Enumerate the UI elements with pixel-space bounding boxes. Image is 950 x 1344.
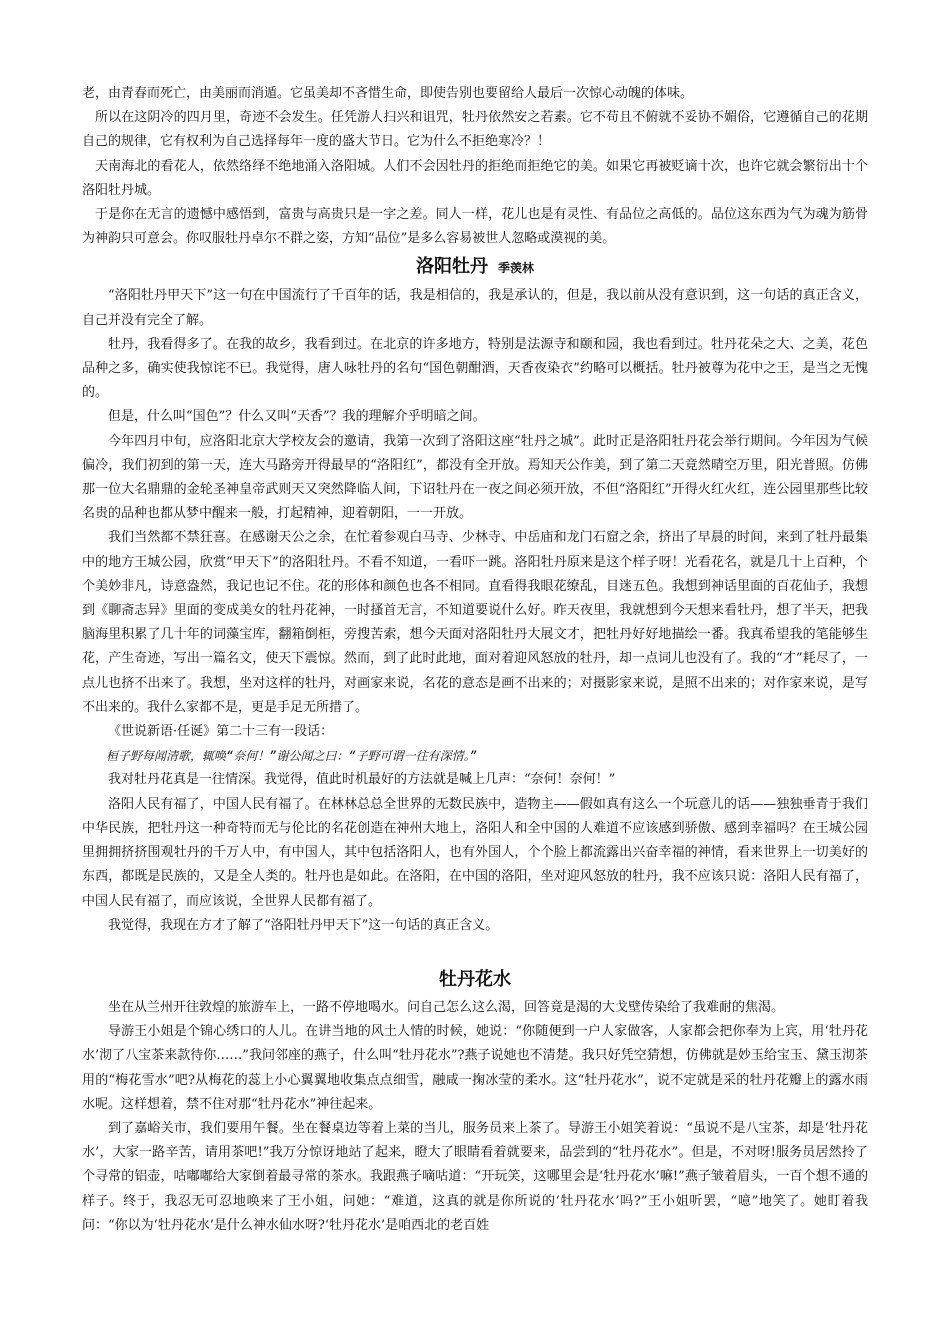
paragraph: 我对牡丹花真是一往情深。我觉得，值此时机最好的方法就是喊上几声：“奈何！奈何！” xyxy=(108,772,616,788)
paragraph: 牡丹，我看得多了。在我的故乡，我看到过。在北京的许多地方，特别是法源寺和颐和园，我也看到过。牡丹花朵之大、之美，花色品种之多，确实使我惊诧不已。我觉得，唐人咏牡丹的名句“国色朝酣酒，天香夜染衣”约略可以概括。牡丹被尊为花中之王，是当之无愧的。 xyxy=(82,336,868,401)
paragraph: 到了嘉峪关市，我们要用午餐。坐在餐桌边等着上菜的当儿，服务员来上茶了。导游王小姐笑着说：“虽说不是八宝茶，却是‘牡丹花水’，大家一路辛苦，请用茶吧!”我万分惊讶地站了起来，瞪大了眼睛看着就要来，品尝到的“牡丹花水”。但是，不对呀!服务员居然拎了个寻常的铝壶，咕嘟嘟给大家倒着最寻常的茶水。我跟燕子嘀咕道：“开玩笑，这哪里会是‘牡丹花水’嘛!”燕子皱着眉头，一百个想不通的样子。终于，我忍无可忍地唤来了王小姐，问她：“难道，这真的就是你所说的‘牡丹花水’吗?”王小姐听罢，“噫”地笑了。她盯着我问：“你以为‘牡丹花水’是什么神水仙水呀?‘牡丹花水’是咱西北的老百姓 xyxy=(82,1120,868,1233)
essay-continuation xyxy=(82,82,868,251)
paragraph: 洛阳人民有福了，中国人民有福了。在林林总总全世界的无数民族中，造物主——假如真有这么一个玩意儿的话——独独垂青于我们中华民族，把牡丹这一种奇特而无与伦比的名花创造在神州大地上，洛阳人和全中国的人难道不应该感到骄傲、感到幸福吗？在王城公园里拥拥挤挤围观牡丹的千万人中，有中国人，其中包括洛阳人，也有外国人，个个脸上都流露出兴奋幸福的神情，看来世界上一切美好的东西，都既是民族的，又是全人类的。牡丹也是如此。在洛阳，在中国的洛阳，坐对迎风怒放的牡丹，我不应该只说：洛阳人民有福了，中国人民有福了，而应该说，全世界人民都有福了。 xyxy=(82,796,868,909)
paragraph: 老，由青春而死亡，由美丽而消遁。它虽美却不吝惜生命，即使告别也要留给人最后一次惊心动魄的体味。 xyxy=(82,86,694,101)
paragraph: “洛阳牡丹甲天下”这一句在中国流行了千百年的话，我是相信的，我是承认的，但是，我以前从没有意识到，这一句话的真正含义，自己并没有完全了解。 xyxy=(82,288,868,328)
paragraph: 坐在从兰州开往敦煌的旅游车上，一路不停地喝水。问自己怎么这么渴，回答竟是渴的大戈壁传染给了我难耐的焦渴。 xyxy=(108,999,785,1015)
paragraph: 天南海北的看花人，依然络绎不绝地涌入洛阳城。人们不会因牡丹的拒绝而拒绝它的美。如果它再被贬谪十次，也许它就会繁衍出十个洛阳牡丹城。 xyxy=(82,158,868,198)
paragraph: 但是，什么叫“国色”？什么又叫“天香”？我的理解介乎明暗之间。 xyxy=(108,409,486,425)
essay-author: 季羡林 xyxy=(497,261,534,276)
essay-title-text: 洛阳牡丹 xyxy=(415,256,488,278)
essay-mudan-huashui xyxy=(82,964,868,1238)
essay-title: 牡丹花水 xyxy=(439,968,511,990)
section-spacer xyxy=(82,938,868,964)
paragraph: 《世说新语·任诞》第二十三有一段话： xyxy=(108,724,334,740)
essay-luoyang-mudan xyxy=(82,251,868,937)
paragraph: 于是你在无言的遗憾中感悟到，富贵与高贵只是一字之差。同人一样，花儿也是有灵性、有品位之高低的。品位这东西为气为魂为筋骨为神韵只可意会。你叹服牡丹卓尔不群之姿，方知“品位”是多么容易被世人忽略或漠视的美。 xyxy=(82,207,868,247)
paragraph: 我们当然都不禁狂喜。在感谢天公之余，在忙着参观白马寺、少林寺、中岳庙和龙门石窟之余，挤出了早晨的时间，来到了牡丹最集中的地方王城公园，欣赏“甲天下”的洛阳牡丹。不看不知道，一看吓一跳。洛阳牡丹原来是这个样子呀！光看花名，就是几十上百种，个个美妙非凡，诗意盎然，我记也记不住。花的形体和颜色也各不相同。直看得我眼花缭乱，目迷五色。我想到神话里面的百花仙子，我想到《聊斋志异》里面的变成美女的牡丹花神，一时搔首无言，不知道要说什么好。昨天夜里，我就想到今天想来看牡丹，想了半天，把我脑海里积累了几十年的词藻宝库，翻箱倒柜，旁搜苦索，想今天面对洛阳牡丹大展文才，把牡丹好好地描绘一番。我真希望我的笔能够生花，产生奇迹，写出一篇名文，使天下震惊。然而，到了此时此地，面对着迎风怒放的牡丹，却一点词儿也没有了。我的“才”耗尽了，一点儿也挤不出来了。我想，坐对这样的牡丹，对画家来说，名花的意态是画不出来的；对摄影家来说，是照不出来的；对作家来说，是写不出来的。我什么家都不是，更是手足无所措了。 xyxy=(82,530,868,715)
paragraph: 今年四月中旬，应洛阳北京大学校友会的邀请，我第一次到了洛阳这座“牡丹之城”。此时正是洛阳牡丹花会举行期间。今年因为气候偏冷，我们初到的第一天，连大马路旁开得最早的“洛阳红”，都没有全开放。焉知天公作美，到了第二天竟然晴空万里，阳光普照。仿佛那一位大名鼎鼎的金轮圣神皇帝武则天又突然降临人间，下诏牡丹在一夜之间必须开放，不但“洛阳红”开得火红火红，连公园里那些比较名贵的品种也都从梦中醒来一般，打起精神，迎着朝阳，一一开放。 xyxy=(82,433,868,522)
essay-title xyxy=(82,251,868,284)
paragraph: 我觉得，我现在方才了解了“洛阳牡丹甲天下”这一句话的真正含义。 xyxy=(108,917,499,933)
paragraph: 所以在这阴冷的四月里，奇迹不会发生。任凭游人扫兴和诅咒，牡丹依然安之若素。它不苟且不俯就不妥协不媚俗，它遵循自己的花期自己的规律，它有权利为自己选择每年一度的盛大节日。它为什么不拒绝寒冷？！ xyxy=(82,110,868,150)
paragraph: 导游王小姐是个锦心绣口的人儿。在讲当地的风土人情的时候，她说：“你随便到一户人家做客，人家都会把你奉为上宾，用‘牡丹花水’沏了八宝茶来款待你……”我问邻座的燕子，什么叫“牡丹花水”?燕子说她也不清楚。我只好凭空猜想，仿佛就是妙玉给宝玉、黛玉沏茶用的“梅花雪水”吧?从梅花的蕊上小心翼翼地收集点点细雪，融咸一掬冰莹的柔水。这“牡丹花水”，说不定就是采的牡丹花瓣上的露水雨水呢。这样想着，禁不住对那“牡丹花水”神往起来。 xyxy=(82,1024,868,1112)
quotation: 桓子野每闻清歌，辄唤“奈何！”谢公闻之曰：“子野可谓一往有深情。” xyxy=(106,749,477,764)
